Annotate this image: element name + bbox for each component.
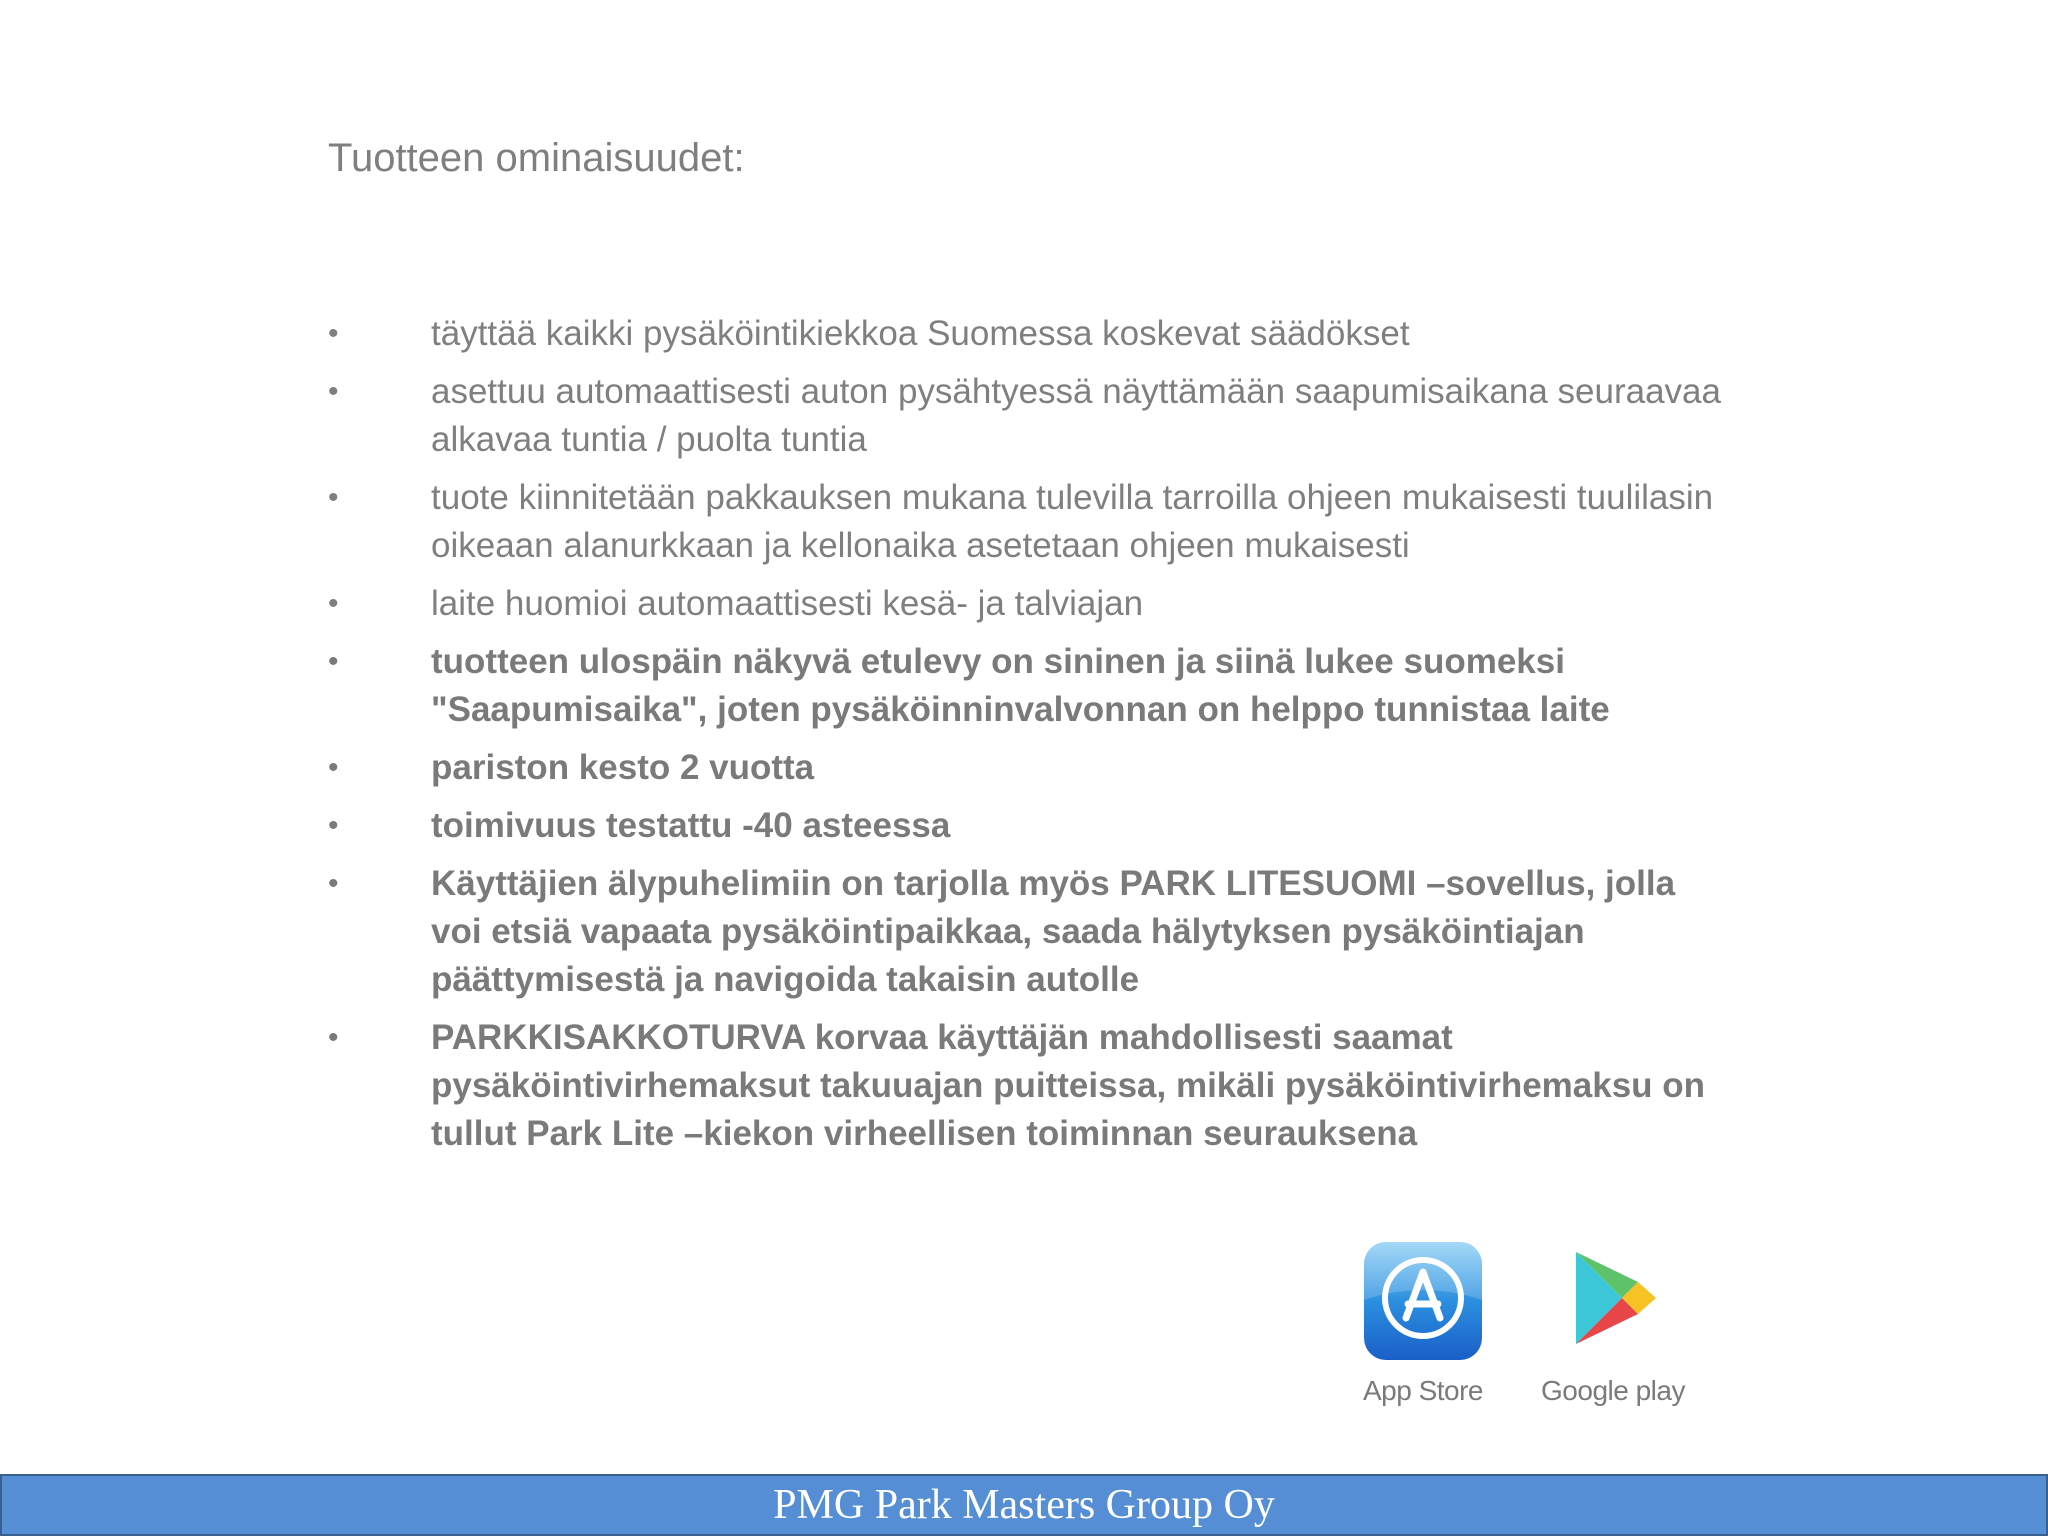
list-item	[328, 580, 1728, 628]
app-store-icon	[1362, 1240, 1484, 1362]
bullet-icon: •	[328, 751, 339, 784]
list-item-text: Käyttäjien älypuhelimiin on tarjolla myös PARK LITESUOMI –sovellus, jolla voi etsiä vapaata pysäköintipaikkaa, saada hälytyksen pysäköintiajan päättymisestä ja navigoida takaisin autolle	[431, 864, 1676, 999]
list-item-text: laite huomioi automaattisesti kesä- ja talviajan	[431, 584, 1144, 623]
list-item	[328, 1014, 1728, 1158]
bullet-icon: •	[328, 375, 339, 408]
app-store-badge[interactable]	[1348, 1240, 1498, 1407]
bullet-icon: •	[328, 645, 339, 678]
footer-bar	[0, 1474, 2048, 1536]
list-item	[328, 368, 1728, 464]
bullet-icon: •	[328, 317, 339, 350]
list-item	[328, 474, 1728, 570]
list-item-text: tuotteen ulospäin näkyvä etulevy on sininen ja siinä lukee suomeksi "Saapumisaika", joten pysäköinninvalvonnan on helppo tunnistaa laite	[431, 642, 1610, 729]
list-item-text: PARKKISAKKOTURVA korvaa käyttäjän mahdollisesti saamat pysäköintivirhemaksut takuuajan puitteissa, mikäli pysäköintivirhemaksu on tullut Park Lite –kiekon virheellisen toiminnan seurauksena	[431, 1018, 1706, 1153]
bullet-icon: •	[328, 587, 339, 620]
list-item	[328, 744, 1728, 792]
list-item-text: täyttää kaikki pysäköintikiekkoa Suomessa koskevat säädökset	[431, 314, 1410, 353]
list-item	[328, 802, 1728, 850]
bullet-icon: •	[328, 1021, 339, 1054]
list-item-text: toimivuus testattu -40 asteessa	[431, 806, 951, 845]
company-name: PMG Park Masters Group Oy	[773, 1482, 1275, 1528]
feature-list	[328, 310, 1728, 1168]
bullet-icon: •	[328, 481, 339, 514]
google-play-label: Google play	[1541, 1375, 1685, 1406]
list-item	[328, 638, 1728, 734]
google-play-badge[interactable]	[1538, 1240, 1688, 1407]
list-item-text: asettuu automaattisesti auton pysähtyessä näyttämään saapumisaikana seuraavaa alkavaa tuntia / puolta tuntia	[431, 372, 1721, 459]
list-item-text: pariston kesto 2 vuotta	[431, 748, 815, 787]
slide-title: Tuotteen ominaisuudet:	[328, 136, 745, 180]
list-item-text: tuote kiinnitetään pakkauksen mukana tulevilla tarroilla ohjeen mukaisesti tuulilasin oikeaan alanurkkaan ja kellonaika asetetaan ohjeen mukaisesti	[431, 478, 1714, 565]
list-item	[328, 860, 1728, 1004]
app-store-label: App Store	[1362, 1375, 1484, 1406]
bullet-icon: •	[328, 809, 339, 842]
list-item	[328, 310, 1728, 358]
google-play-icon	[1552, 1240, 1674, 1362]
bullet-icon: •	[328, 867, 339, 900]
